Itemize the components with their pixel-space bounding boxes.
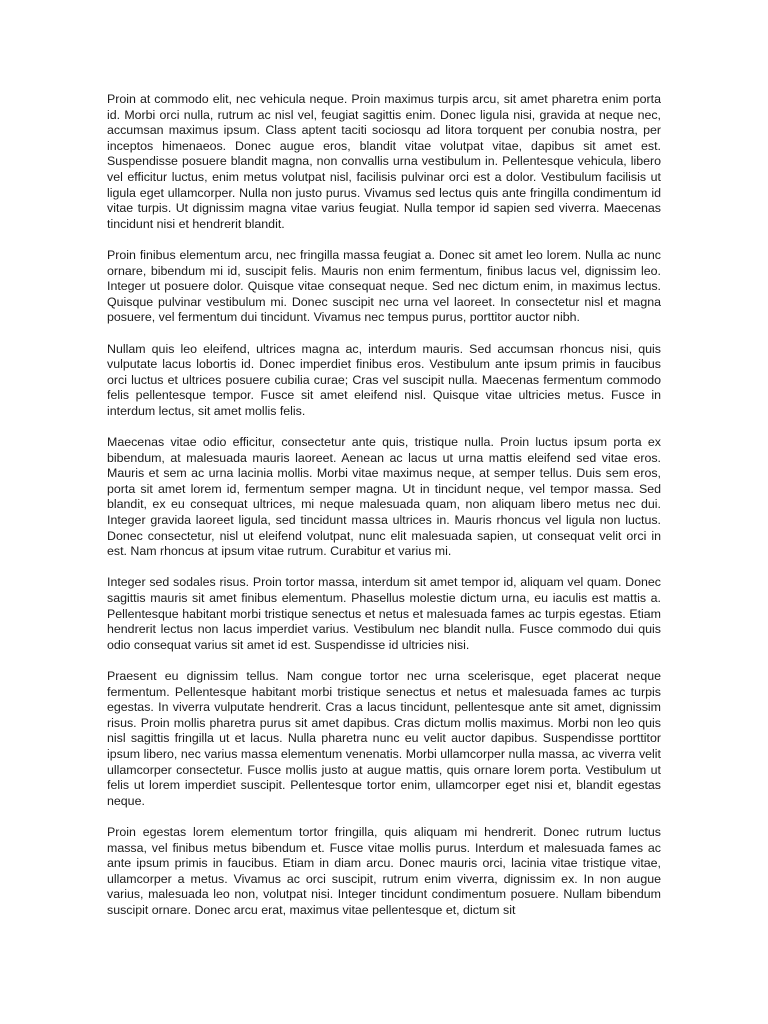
- paragraph-3: Nullam quis leo eleifend, ultrices magna ac, interdum mauris. Sed accumsan rhoncus nisi, quis vulputate lacus lobortis id. Donec imperdiet finibus eros. Vestibulum ante ipsum primis in faucibus orci luctus et ultrices posuere cubilia curae; Cras vel suscipit nulla. Maecenas fermentum commodo felis pellentesque tempor. Fusce sit amet eleifend nisl. Quisque vitae ultricies metus. Fusce in interdum lectus, sit amet mollis felis.: [107, 341, 661, 418]
- paragraph-2: Proin finibus elementum arcu, nec fringilla massa feugiat a. Donec sit amet leo lorem. Nulla ac nunc ornare, bibendum mi id, suscipit felis. Mauris non enim fermentum, finibus lacus vel, dignissim leo. Integer ut posuere dolor. Quisque vitae consequat neque. Sed nec dictum enim, in maximus lectus. Quisque pulvinar vestibulum mi. Donec suscipit nec urna vel laoreet. In consectetur nisl et magna posuere, vel fermentum dui tincidunt. Vivamus nec tempus purus, porttitor auctor nibh.: [107, 247, 661, 325]
- paragraph-6: Praesent eu dignissim tellus. Nam congue tortor nec urna scelerisque, eget placerat neque fermentum. Pellentesque habitant morbi tristique senectus et netus et malesuada fames ac turpis egestas. In viverra vulputate hendrerit. Cras a lacus tincidunt, pellentesque ante sit amet, dignissim risus. Proin mollis pharetra purus sit amet dapibus. Cras dictum mollis maximus. Morbi non leo quis nisl sagittis fringilla ut et lacus. Nulla pharetra nunc eu velit auctor dapibus. Suspendisse porttitor ipsum libero, nec varius massa elementum venenatis. Morbi ullamcorper nulla massa, ac viverra velit ullamcorper consectetur. Fusce mollis justo at augue mattis, quis ornare lorem porta. Vestibulum ut felis ut lorem imperdiet suscipit. Pellentesque tortor enim, ullamcorper eget nisi et, blandit egestas neque.: [107, 668, 661, 808]
- paragraph-7: Proin egestas lorem elementum tortor fringilla, quis aliquam mi hendrerit. Donec rutrum luctus massa, vel finibus metus bibendum et. Fusce vitae mollis purus. Interdum et malesuada fames ac ante ipsum primis in faucibus. Etiam in diam arcu. Donec mauris orci, lacinia vitae tristique vitae, ullamcorper a metus. Vivamus ac orci suscipit, rutrum enim viverra, dignissim ex. In non augue varius, malesuada leo non, volutpat nisi. Integer tincidunt condimentum posuere. Nullam bibendum suscipit ornare. Donec arcu erat, maximus vitae pellentesque et, dictum sit: [107, 824, 661, 917]
- paragraph-1: Proin at commodo elit, nec vehicula neque. Proin maximus turpis arcu, sit amet pharetra enim porta id. Morbi orci nulla, rutrum ac nisl vel, feugiat sagittis enim. Donec ligula nisi, gravida at neque nec, accumsan maximus ipsum. Class aptent taciti sociosqu ad litora torquent per conubia nostra, per inceptos himenaeos. Donec augue eros, blandit vitae volutpat vitae, dapibus sit amet est. Suspendisse posuere blandit magna, non convallis urna vestibulum in. Pellentesque vehicula, libero vel efficitur luctus, enim metus volutpat nisl, facilisis pulvinar orci est a dolor. Vestibulum facilisis ut ligula eget ullamcorper. Nulla non justo purus. Vivamus sed lectus quis ante fringilla condimentum id vitae turpis. Ut dignissim magna vitae varius feugiat. Nulla tempor id sapien sed viverra. Maecenas tincidunt nisi et hendrerit blandit.: [107, 92, 661, 231]
- document-page: [107, 92, 661, 992]
- paragraph-5: Integer sed sodales risus. Proin tortor massa, interdum sit amet tempor id, aliquam vel quam. Donec sagittis mauris sit amet finibus elementum. Phasellus molestie dictum urna, eu iaculis est mattis a. Pellentesque habitant morbi tristique senectus et netus et malesuada fames ac turpis egestas. Etiam hendrerit lectus non lacus imperdiet varius. Vestibulum nec blandit nulla. Fusce commodo dui quis odio consequat varius sit amet id est. Suspendisse id ultricies nisi.: [107, 575, 661, 652]
- paragraph-4: Maecenas vitae odio efficitur, consectetur ante quis, tristique nulla. Proin luctus ipsum porta ex bibendum, at malesuada mauris laoreet. Aenean ac lacus ut urna mattis eleifend sed vitae eros. Mauris et sem ac urna lacinia mollis. Morbi vitae maximus neque, at semper tellus. Duis sem eros, porta sit amet lorem id, fermentum semper magna. Ut in tincidunt neque, vel tempor massa. Sed blandit, ex eu consequat ultrices, mi neque malesuada quam, non aliquam libero metus nec dui. Integer gravida laoreet ligula, sed tincidunt massa ultrices in. Mauris rhoncus vel ligula non luctus. Donec consectetur, nisl ut eleifend volutpat, nunc elit malesuada sapien, ut consequat velit orci in est. Nam rhoncus at ipsum vitae rutrum. Curabitur et varius mi.: [107, 435, 661, 559]
